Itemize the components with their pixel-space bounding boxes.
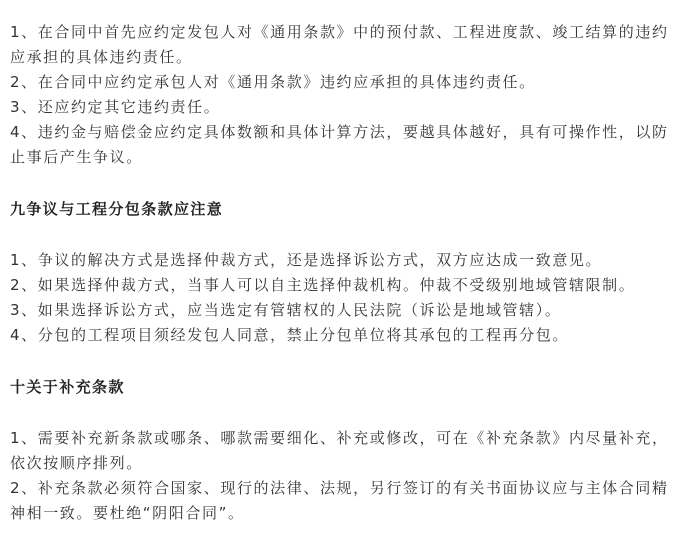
spacer	[10, 400, 685, 426]
section-9-list	[10, 248, 685, 348]
spacer	[10, 170, 685, 197]
list-item: 1、争议的解决方式是选择仲裁方式，还是选择诉讼方式，双方应达成一致意见。	[10, 251, 603, 269]
list-item: 3、如果选择诉讼方式，应当选定有管辖权的人民法院（诉讼是地域管辖）。	[10, 301, 562, 319]
list-item: 4、违约金与赔偿金应约定具体数额和具体计算方法，要越具体越好，具有可操作性，以防止事后产生争议。	[10, 123, 669, 166]
list-item: 1、在合同中首先应约定发包人对《通用条款》中的预付款、工程进度款、竣工结算的违约应承担的具体违约责任。	[10, 23, 669, 66]
section-9-heading: 九争议与工程分包条款应注意	[10, 200, 224, 218]
list-item: 4、分包的工程项目须经发包人同意，禁止分包单位将其承包的工程再分包。	[10, 326, 569, 344]
list-item: 2、在合同中应约定承包人对《通用条款》违约应承担的具体违约责任。	[10, 73, 536, 91]
list-item: 1、需要补充新条款或哪条、哪款需要细化、补充或修改，可在《补充条款》内尽量补充，依次按顺序排列。	[10, 429, 669, 472]
spacer	[10, 348, 685, 375]
list-item: 2、如果选择仲裁方式，当事人可以自主选择仲裁机构。仲裁不受级别地域管辖限制。	[10, 276, 636, 294]
list-item: 3、还应约定其它违约责任。	[10, 98, 221, 116]
spacer	[10, 222, 685, 248]
section-10-list	[10, 426, 685, 526]
section-8-list	[10, 20, 685, 170]
list-item: 2、补充条款必须符合国家、现行的法律、法规，另行签订的有关书面协议应与主体合同精神相一致。要杜绝“阴阳合同”。	[10, 479, 669, 522]
section-10-heading: 十关于补充条款	[10, 378, 125, 396]
